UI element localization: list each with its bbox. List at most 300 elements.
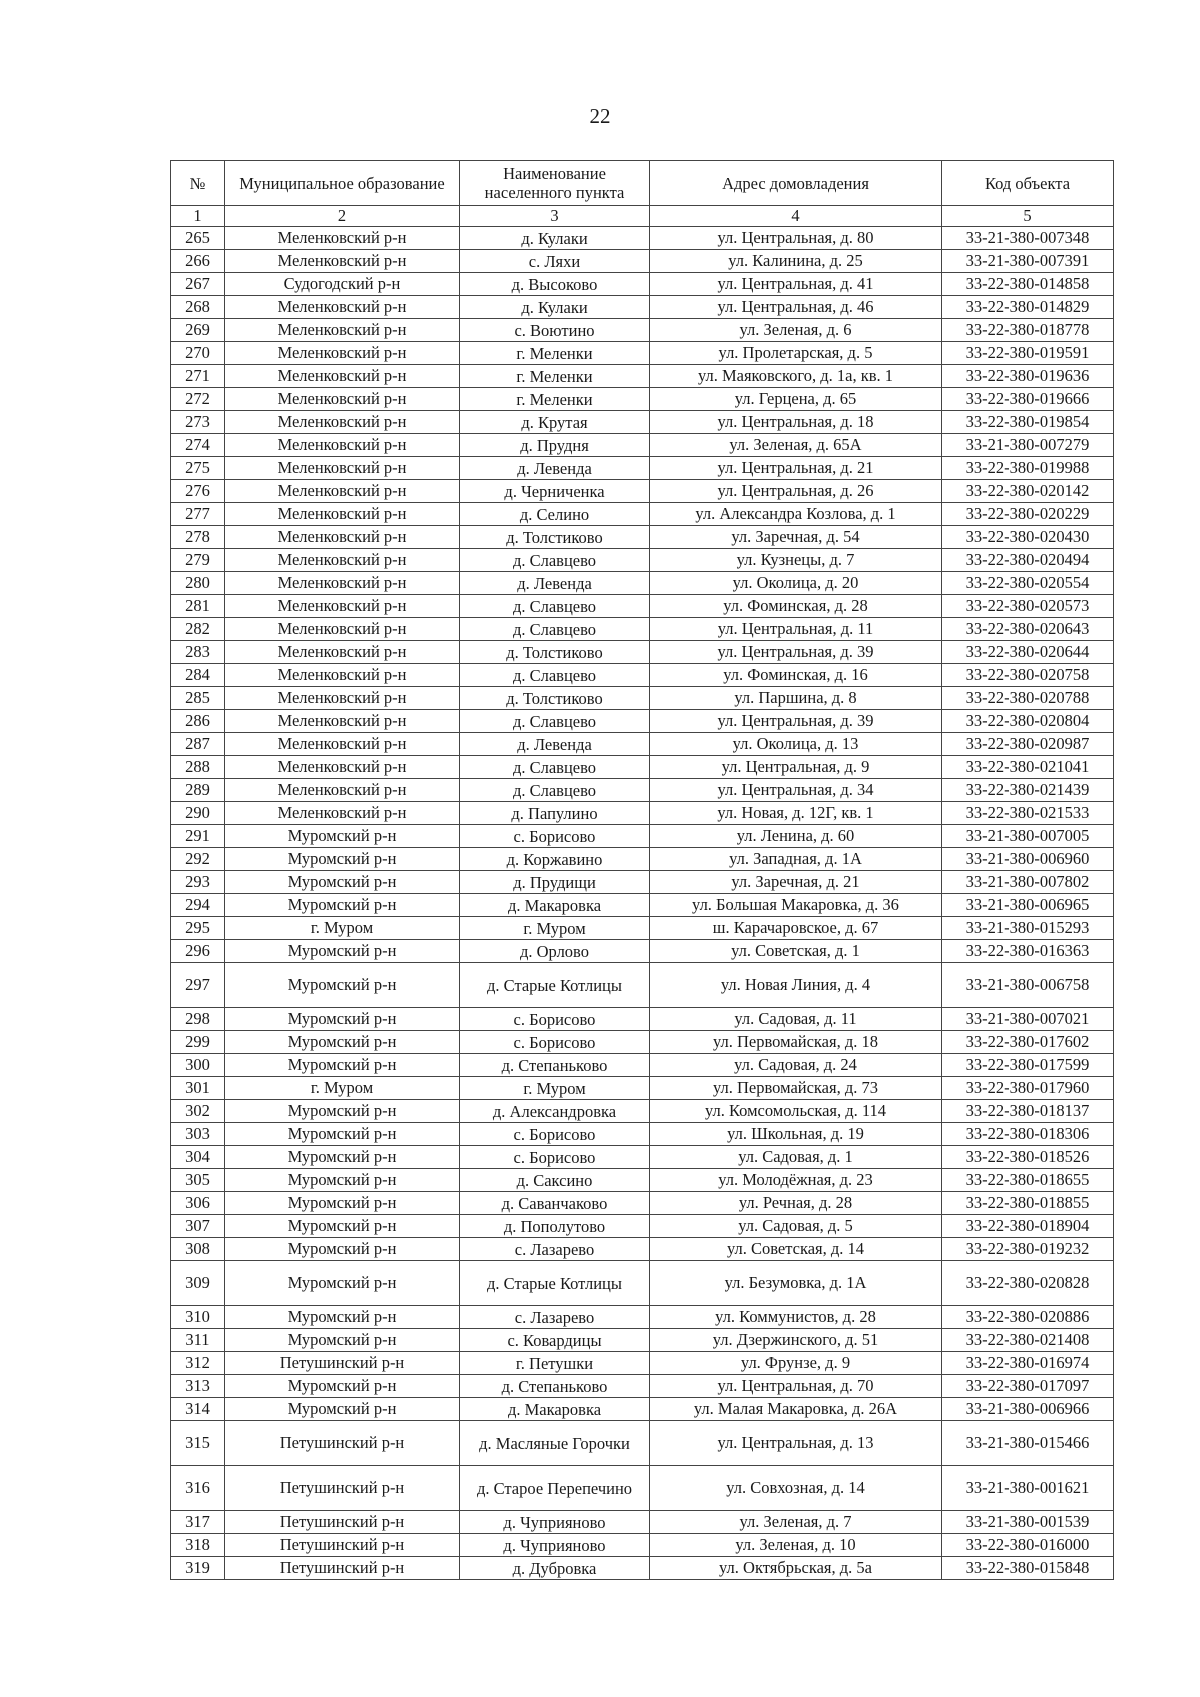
- address-cell: ул. Первомайская, д. 18: [650, 1031, 942, 1054]
- column-number: 3: [460, 206, 650, 227]
- object-code-cell: 33-22-380-019854: [942, 411, 1114, 434]
- settlement-cell: д. Степаньково: [460, 1054, 650, 1077]
- table-row: [171, 641, 1114, 664]
- row-number: 289: [171, 779, 225, 802]
- settlement-cell: с. Борисово: [460, 1031, 650, 1054]
- municipality-cell: Муромский р-н: [225, 1375, 460, 1398]
- table-row: [171, 664, 1114, 687]
- row-number: 292: [171, 848, 225, 871]
- address-cell: ул. Школьная, д. 19: [650, 1123, 942, 1146]
- municipality-cell: Меленковский р-н: [225, 342, 460, 365]
- municipality-cell: Муромский р-н: [225, 1192, 460, 1215]
- table-row: [171, 250, 1114, 273]
- address-cell: ул. Заречная, д. 21: [650, 871, 942, 894]
- address-cell: ул. Комсомольская, д. 114: [650, 1100, 942, 1123]
- row-number: 317: [171, 1511, 225, 1534]
- settlement-cell: г. Меленки: [460, 365, 650, 388]
- address-cell: ул. Советская, д. 14: [650, 1238, 942, 1261]
- address-cell: ул. Калинина, д. 25: [650, 250, 942, 273]
- object-code-cell: 33-22-380-020554: [942, 572, 1114, 595]
- address-cell: ул. Центральная, д. 26: [650, 480, 942, 503]
- object-code-cell: 33-22-380-019232: [942, 1238, 1114, 1261]
- municipality-cell: Муромский р-н: [225, 1306, 460, 1329]
- municipality-cell: Меленковский р-н: [225, 319, 460, 342]
- address-cell: ул. Центральная, д. 70: [650, 1375, 942, 1398]
- address-cell: ул. Центральная, д. 39: [650, 710, 942, 733]
- column-number: 5: [942, 206, 1114, 227]
- table-row: [171, 1306, 1114, 1329]
- table-row: [171, 1054, 1114, 1077]
- object-code-cell: 33-21-380-007005: [942, 825, 1114, 848]
- address-cell: ул. Александра Козлова, д. 1: [650, 503, 942, 526]
- table-row: [171, 526, 1114, 549]
- municipality-cell: Муромский р-н: [225, 1123, 460, 1146]
- object-code-cell: 33-22-380-018855: [942, 1192, 1114, 1215]
- municipality-cell: Муромский р-н: [225, 848, 460, 871]
- address-cell: ул. Ленина, д. 60: [650, 825, 942, 848]
- object-code-cell: 33-22-380-016363: [942, 940, 1114, 963]
- header-object-code: Код объекта: [942, 161, 1114, 206]
- table-row: [171, 457, 1114, 480]
- settlement-cell: с. Ляхи: [460, 250, 650, 273]
- row-number: 275: [171, 457, 225, 480]
- municipality-cell: Муромский р-н: [225, 1329, 460, 1352]
- row-number: 301: [171, 1077, 225, 1100]
- row-number: 297: [171, 963, 225, 1008]
- address-cell: ул. Фрунзе, д. 9: [650, 1352, 942, 1375]
- object-code-cell: 33-21-380-015466: [942, 1421, 1114, 1466]
- object-code-cell: 33-22-380-016974: [942, 1352, 1114, 1375]
- address-cell: ул. Малая Макаровка, д. 26А: [650, 1398, 942, 1421]
- address-cell: ул. Первомайская, д. 73: [650, 1077, 942, 1100]
- address-cell: ул. Центральная, д. 80: [650, 227, 942, 250]
- object-code-cell: 33-22-380-019636: [942, 365, 1114, 388]
- municipality-cell: Муромский р-н: [225, 825, 460, 848]
- table-row: [171, 1557, 1114, 1580]
- municipality-cell: Муромский р-н: [225, 1169, 460, 1192]
- object-code-cell: 33-21-380-007279: [942, 434, 1114, 457]
- object-code-cell: 33-22-380-020643: [942, 618, 1114, 641]
- object-code-cell: 33-22-380-020987: [942, 733, 1114, 756]
- table-row: [171, 503, 1114, 526]
- object-code-cell: 33-22-380-018904: [942, 1215, 1114, 1238]
- row-number: 281: [171, 595, 225, 618]
- object-code-cell: 33-22-380-020494: [942, 549, 1114, 572]
- address-cell: ул. Герцена, д. 65: [650, 388, 942, 411]
- object-code-cell: 33-22-380-018655: [942, 1169, 1114, 1192]
- municipality-cell: Меленковский р-н: [225, 687, 460, 710]
- row-number: 306: [171, 1192, 225, 1215]
- table-row: [171, 1511, 1114, 1534]
- settlement-cell: с. Борисово: [460, 825, 650, 848]
- row-number: 280: [171, 572, 225, 595]
- object-code-cell: 33-22-380-015848: [942, 1557, 1114, 1580]
- settlement-cell: д. Толстиково: [460, 526, 650, 549]
- municipality-cell: Муромский р-н: [225, 871, 460, 894]
- row-number: 307: [171, 1215, 225, 1238]
- row-number: 265: [171, 227, 225, 250]
- settlement-cell: д. Макаровка: [460, 894, 650, 917]
- settlement-cell: с. Ковардицы: [460, 1329, 650, 1352]
- municipality-cell: Муромский р-н: [225, 1146, 460, 1169]
- municipality-cell: Меленковский р-н: [225, 664, 460, 687]
- row-number: 276: [171, 480, 225, 503]
- municipality-cell: Меленковский р-н: [225, 549, 460, 572]
- settlement-cell: д. Коржавино: [460, 848, 650, 871]
- header-row: [171, 161, 1114, 206]
- settlement-cell: д. Старые Котлицы: [460, 963, 650, 1008]
- address-cell: ул. Паршина, д. 8: [650, 687, 942, 710]
- table-row: [171, 434, 1114, 457]
- object-code-cell: 33-21-380-007021: [942, 1008, 1114, 1031]
- address-cell: ул. Центральная, д. 13: [650, 1421, 942, 1466]
- object-code-cell: 33-22-380-019988: [942, 457, 1114, 480]
- row-number: 282: [171, 618, 225, 641]
- table-row: [171, 480, 1114, 503]
- address-cell: ул. Фоминская, д. 28: [650, 595, 942, 618]
- municipality-cell: Муромский р-н: [225, 1100, 460, 1123]
- settlement-cell: д. Левенда: [460, 733, 650, 756]
- municipality-cell: Меленковский р-н: [225, 802, 460, 825]
- settlement-cell: д. Пополутово: [460, 1215, 650, 1238]
- address-cell: ул. Заречная, д. 54: [650, 526, 942, 549]
- row-number: 271: [171, 365, 225, 388]
- object-code-cell: 33-21-380-006960: [942, 848, 1114, 871]
- municipality-cell: Муромский р-н: [225, 1054, 460, 1077]
- address-cell: ул. Безумовка, д. 1А: [650, 1261, 942, 1306]
- object-code-cell: 33-21-380-006965: [942, 894, 1114, 917]
- page-number: 22: [589, 104, 611, 128]
- row-number: 304: [171, 1146, 225, 1169]
- object-code-cell: 33-22-380-017960: [942, 1077, 1114, 1100]
- object-code-cell: 33-22-380-020804: [942, 710, 1114, 733]
- table-row: [171, 871, 1114, 894]
- row-number: 286: [171, 710, 225, 733]
- address-cell: ул. Большая Макаровка, д. 36: [650, 894, 942, 917]
- table-body: [171, 227, 1114, 1580]
- address-cell: ул. Центральная, д. 11: [650, 618, 942, 641]
- object-code-cell: 33-22-380-018778: [942, 319, 1114, 342]
- address-cell: ул. Центральная, д. 21: [650, 457, 942, 480]
- object-code-cell: 33-22-380-020142: [942, 480, 1114, 503]
- row-number: 270: [171, 342, 225, 365]
- address-cell: ул. Околица, д. 13: [650, 733, 942, 756]
- table-row: [171, 1398, 1114, 1421]
- settlement-cell: г. Муром: [460, 1077, 650, 1100]
- object-code-cell: 33-21-380-007802: [942, 871, 1114, 894]
- address-cell: ул. Садовая, д. 5: [650, 1215, 942, 1238]
- municipality-cell: Муромский р-н: [225, 1238, 460, 1261]
- settlement-cell: д. Толстиково: [460, 641, 650, 664]
- table-row: [171, 1534, 1114, 1557]
- municipality-cell: Меленковский р-н: [225, 526, 460, 549]
- settlement-cell: д. Левенда: [460, 457, 650, 480]
- municipality-cell: Петушинский р-н: [225, 1466, 460, 1511]
- table-row: [171, 342, 1114, 365]
- municipality-cell: Меленковский р-н: [225, 388, 460, 411]
- header-municipality: Муниципальное образование: [225, 161, 460, 206]
- table-row: [171, 1375, 1114, 1398]
- object-code-cell: 33-21-380-001621: [942, 1466, 1114, 1511]
- table-row: [171, 1261, 1114, 1306]
- table-row: [171, 388, 1114, 411]
- row-number: 303: [171, 1123, 225, 1146]
- address-cell: ул. Речная, д. 28: [650, 1192, 942, 1215]
- settlement-cell: с. Борисово: [460, 1008, 650, 1031]
- municipality-cell: Меленковский р-н: [225, 779, 460, 802]
- row-number: 269: [171, 319, 225, 342]
- table-row: [171, 779, 1114, 802]
- object-code-cell: 33-21-380-007348: [942, 227, 1114, 250]
- municipality-cell: Меленковский р-н: [225, 227, 460, 250]
- row-number: 287: [171, 733, 225, 756]
- object-code-cell: 33-22-380-020644: [942, 641, 1114, 664]
- row-number: 291: [171, 825, 225, 848]
- row-number: 293: [171, 871, 225, 894]
- address-cell: ш. Карачаровское, д. 67: [650, 917, 942, 940]
- municipality-cell: Муромский р-н: [225, 1398, 460, 1421]
- settlement-cell: д. Селино: [460, 503, 650, 526]
- settlement-cell: д. Славцево: [460, 779, 650, 802]
- settlement-cell: д. Старое Перепечино: [460, 1466, 650, 1511]
- object-code-cell: 33-22-380-021408: [942, 1329, 1114, 1352]
- address-cell: ул. Садовая, д. 1: [650, 1146, 942, 1169]
- object-code-cell: 33-22-380-020886: [942, 1306, 1114, 1329]
- table-row: [171, 618, 1114, 641]
- object-code-cell: 33-22-380-017599: [942, 1054, 1114, 1077]
- municipality-cell: Меленковский р-н: [225, 503, 460, 526]
- row-number: 310: [171, 1306, 225, 1329]
- table-row: [171, 894, 1114, 917]
- settlement-cell: с. Борисово: [460, 1146, 650, 1169]
- table-row: [171, 1169, 1114, 1192]
- row-number: 309: [171, 1261, 225, 1306]
- municipality-cell: Меленковский р-н: [225, 250, 460, 273]
- row-number: 315: [171, 1421, 225, 1466]
- address-cell: ул. Дзержинского, д. 51: [650, 1329, 942, 1352]
- table-row: [171, 1466, 1114, 1511]
- object-code-cell: 33-22-380-020430: [942, 526, 1114, 549]
- table-row: [171, 227, 1114, 250]
- settlement-cell: д. Прудищи: [460, 871, 650, 894]
- address-cell: ул. Новая Линия, д. 4: [650, 963, 942, 1008]
- municipality-cell: Меленковский р-н: [225, 365, 460, 388]
- row-number: 268: [171, 296, 225, 319]
- object-code-cell: 33-22-380-017602: [942, 1031, 1114, 1054]
- row-number: 290: [171, 802, 225, 825]
- municipality-cell: Петушинский р-н: [225, 1352, 460, 1375]
- municipality-cell: Меленковский р-н: [225, 411, 460, 434]
- table-row: [171, 1031, 1114, 1054]
- settlement-cell: с. Борисово: [460, 1123, 650, 1146]
- table-row: [171, 411, 1114, 434]
- settlement-cell: с. Лазарево: [460, 1238, 650, 1261]
- row-number: 267: [171, 273, 225, 296]
- object-code-cell: 33-21-380-015293: [942, 917, 1114, 940]
- row-number: 313: [171, 1375, 225, 1398]
- row-number: 302: [171, 1100, 225, 1123]
- object-code-cell: 33-22-380-020788: [942, 687, 1114, 710]
- settlement-cell: д. Саксино: [460, 1169, 650, 1192]
- table-row: [171, 1352, 1114, 1375]
- row-number: 284: [171, 664, 225, 687]
- address-cell: ул. Октябрьская, д. 5а: [650, 1557, 942, 1580]
- table-row: [171, 1008, 1114, 1031]
- address-cell: ул. Центральная, д. 9: [650, 756, 942, 779]
- row-number: 299: [171, 1031, 225, 1054]
- object-code-cell: 33-22-380-019591: [942, 342, 1114, 365]
- address-cell: ул. Совхозная, д. 14: [650, 1466, 942, 1511]
- settlement-cell: д. Степаньково: [460, 1375, 650, 1398]
- municipality-cell: Меленковский р-н: [225, 641, 460, 664]
- address-cell: ул. Центральная, д. 39: [650, 641, 942, 664]
- table-row: [171, 319, 1114, 342]
- row-number: 272: [171, 388, 225, 411]
- column-number: 4: [650, 206, 942, 227]
- settlement-cell: д. Саванчаково: [460, 1192, 650, 1215]
- object-code-cell: 33-22-380-020573: [942, 595, 1114, 618]
- table-row: [171, 365, 1114, 388]
- header-settlement: Наименование населенного пункта: [460, 161, 650, 206]
- settlement-cell: д. Толстиково: [460, 687, 650, 710]
- object-code-cell: 33-22-380-021041: [942, 756, 1114, 779]
- row-number: 277: [171, 503, 225, 526]
- object-code-cell: 33-21-380-001539: [942, 1511, 1114, 1534]
- table-row: [171, 273, 1114, 296]
- row-number: 285: [171, 687, 225, 710]
- municipality-cell: г. Муром: [225, 1077, 460, 1100]
- municipality-cell: Петушинский р-н: [225, 1557, 460, 1580]
- municipality-cell: Меленковский р-н: [225, 618, 460, 641]
- settlement-cell: д. Дубровка: [460, 1557, 650, 1580]
- header-number: №: [171, 161, 225, 206]
- object-code-cell: 33-22-380-014829: [942, 296, 1114, 319]
- row-number: 279: [171, 549, 225, 572]
- municipality-cell: Муромский р-н: [225, 894, 460, 917]
- row-number: 288: [171, 756, 225, 779]
- municipality-cell: Петушинский р-н: [225, 1534, 460, 1557]
- table-row: [171, 756, 1114, 779]
- settlement-cell: д. Чуприяново: [460, 1534, 650, 1557]
- address-cell: ул. Центральная, д. 46: [650, 296, 942, 319]
- municipality-cell: Муромский р-н: [225, 1031, 460, 1054]
- address-cell: ул. Садовая, д. 11: [650, 1008, 942, 1031]
- municipality-cell: Петушинский р-н: [225, 1511, 460, 1534]
- table-row: [171, 917, 1114, 940]
- object-code-cell: 33-22-380-019666: [942, 388, 1114, 411]
- municipality-cell: Муромский р-н: [225, 940, 460, 963]
- table-row: [171, 940, 1114, 963]
- settlement-cell: с. Воютино: [460, 319, 650, 342]
- address-cell: ул. Центральная, д. 18: [650, 411, 942, 434]
- settlement-cell: г. Меленки: [460, 342, 650, 365]
- table-row: [171, 1215, 1114, 1238]
- municipality-cell: Судогодский р-н: [225, 273, 460, 296]
- settlement-cell: с. Лазарево: [460, 1306, 650, 1329]
- address-cell: ул. Садовая, д. 24: [650, 1054, 942, 1077]
- municipality-cell: Меленковский р-н: [225, 710, 460, 733]
- row-number: 314: [171, 1398, 225, 1421]
- address-cell: ул. Околица, д. 20: [650, 572, 942, 595]
- row-number: 294: [171, 894, 225, 917]
- table-row: [171, 802, 1114, 825]
- table-row: [171, 1192, 1114, 1215]
- row-number: 311: [171, 1329, 225, 1352]
- address-cell: ул. Зеленая, д. 7: [650, 1511, 942, 1534]
- object-code-cell: 33-21-380-006758: [942, 963, 1114, 1008]
- municipality-cell: Меленковский р-н: [225, 756, 460, 779]
- column-number: 2: [225, 206, 460, 227]
- table-row: [171, 687, 1114, 710]
- settlement-cell: д. Славцево: [460, 595, 650, 618]
- object-code-cell: 33-21-380-006966: [942, 1398, 1114, 1421]
- address-cell: ул. Коммунистов, д. 28: [650, 1306, 942, 1329]
- object-code-cell: 33-21-380-007391: [942, 250, 1114, 273]
- table-row: [171, 1123, 1114, 1146]
- settlement-cell: д. Славцево: [460, 549, 650, 572]
- object-code-cell: 33-22-380-017097: [942, 1375, 1114, 1398]
- settlement-cell: д. Кулаки: [460, 227, 650, 250]
- municipality-cell: Меленковский р-н: [225, 572, 460, 595]
- settlement-cell: д. Орлово: [460, 940, 650, 963]
- municipality-cell: г. Муром: [225, 917, 460, 940]
- row-number: 308: [171, 1238, 225, 1261]
- table-row: [171, 1077, 1114, 1100]
- municipality-cell: Меленковский р-н: [225, 434, 460, 457]
- address-cell: ул. Западная, д. 1А: [650, 848, 942, 871]
- object-code-cell: 33-22-380-018306: [942, 1123, 1114, 1146]
- settlement-cell: д. Чуприяново: [460, 1511, 650, 1534]
- settlement-cell: д. Черниченка: [460, 480, 650, 503]
- address-cell: ул. Кузнецы, д. 7: [650, 549, 942, 572]
- address-cell: ул. Молодёжная, д. 23: [650, 1169, 942, 1192]
- settlement-cell: д. Славцево: [460, 618, 650, 641]
- settlement-cell: д. Левенда: [460, 572, 650, 595]
- municipality-cell: Меленковский р-н: [225, 480, 460, 503]
- object-code-cell: 33-22-380-020758: [942, 664, 1114, 687]
- table-row: [171, 710, 1114, 733]
- row-number: 296: [171, 940, 225, 963]
- address-cell: ул. Зеленая, д. 6: [650, 319, 942, 342]
- municipality-cell: Муромский р-н: [225, 963, 460, 1008]
- row-number: 312: [171, 1352, 225, 1375]
- settlement-cell: д. Макаровка: [460, 1398, 650, 1421]
- municipality-cell: Муромский р-н: [225, 1215, 460, 1238]
- object-code-cell: 33-22-380-014858: [942, 273, 1114, 296]
- settlement-cell: д. Славцево: [460, 756, 650, 779]
- settlement-cell: д. Масляные Горочки: [460, 1421, 650, 1466]
- header-address: Адрес домовладения: [650, 161, 942, 206]
- address-cell: ул. Пролетарская, д. 5: [650, 342, 942, 365]
- object-code-cell: 33-22-380-021533: [942, 802, 1114, 825]
- address-cell: ул. Фоминская, д. 16: [650, 664, 942, 687]
- table-row: [171, 549, 1114, 572]
- settlement-cell: д. Кулаки: [460, 296, 650, 319]
- table-row: [171, 1421, 1114, 1466]
- address-cell: ул. Зеленая, д. 65А: [650, 434, 942, 457]
- object-code-cell: 33-22-380-018137: [942, 1100, 1114, 1123]
- table-row: [171, 825, 1114, 848]
- object-code-cell: 33-22-380-020828: [942, 1261, 1114, 1306]
- settlement-cell: д. Александровка: [460, 1100, 650, 1123]
- address-cell: ул. Зеленая, д. 10: [650, 1534, 942, 1557]
- object-code-cell: 33-22-380-021439: [942, 779, 1114, 802]
- municipality-cell: Меленковский р-н: [225, 457, 460, 480]
- address-cell: ул. Новая, д. 12Г, кв. 1: [650, 802, 942, 825]
- address-cell: ул. Центральная, д. 41: [650, 273, 942, 296]
- settlement-cell: д. Прудня: [460, 434, 650, 457]
- table-row: [171, 1100, 1114, 1123]
